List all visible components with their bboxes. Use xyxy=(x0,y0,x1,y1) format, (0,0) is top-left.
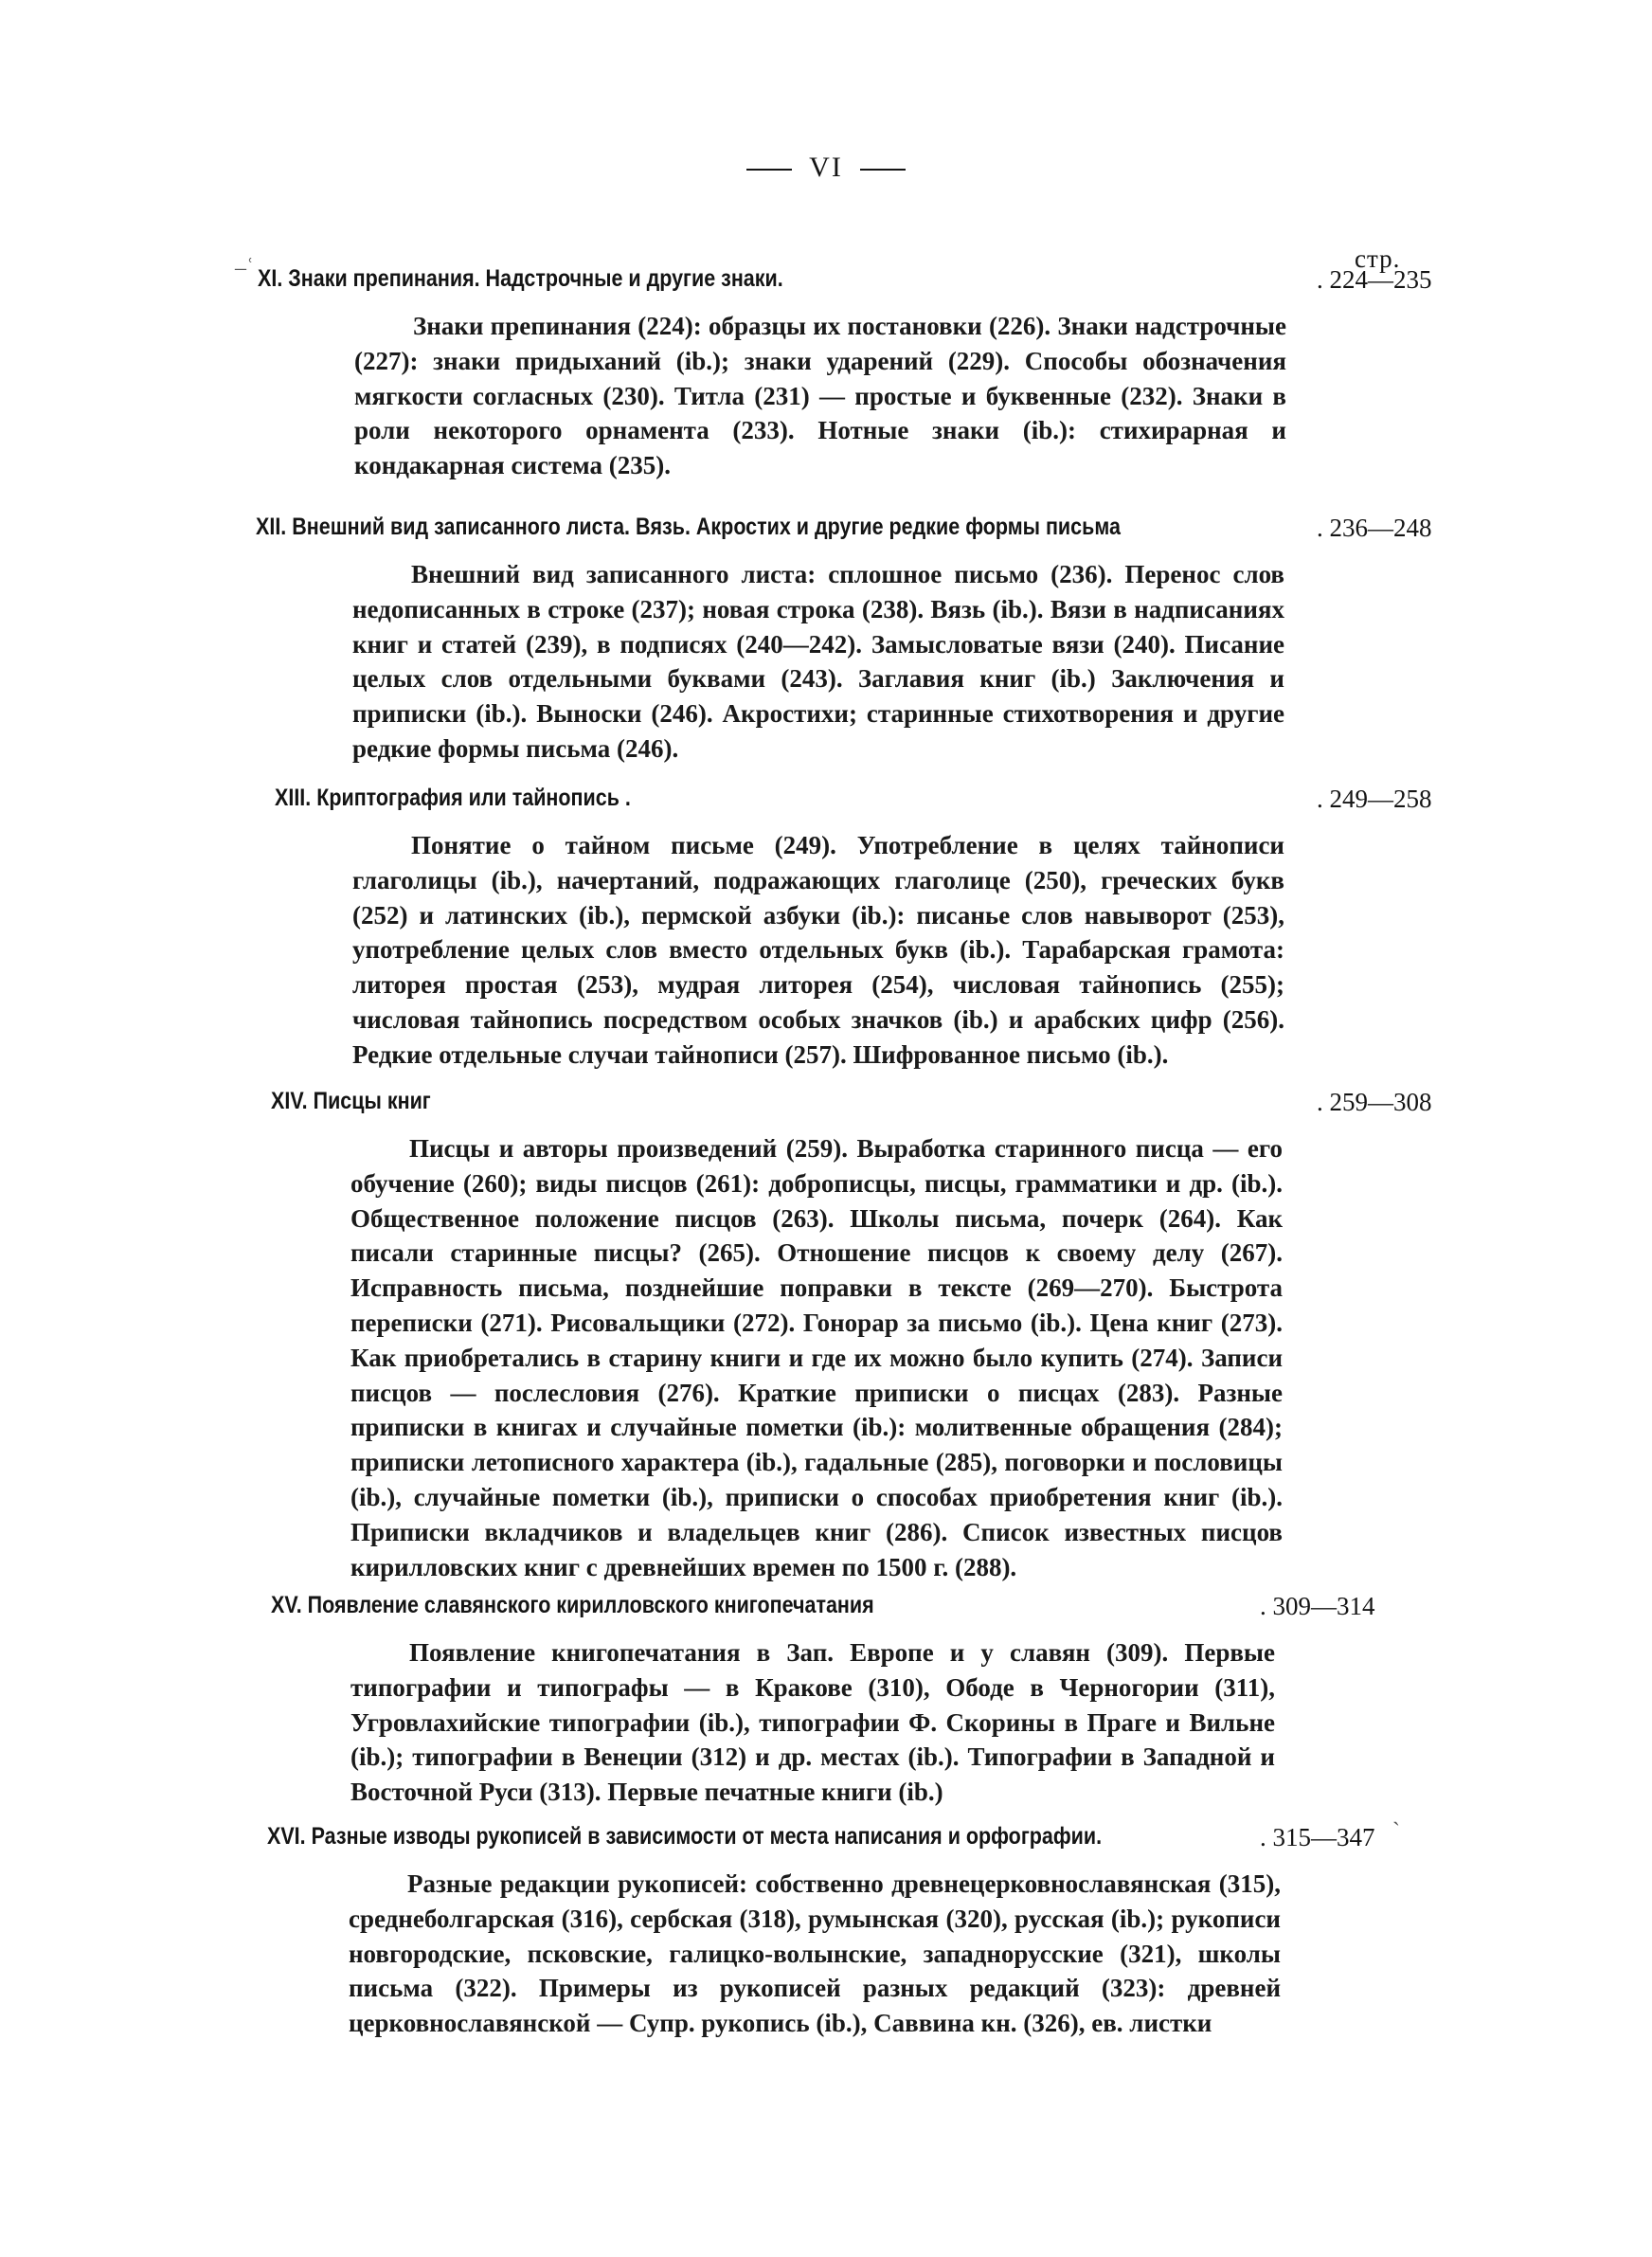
section-heading xyxy=(0,265,1652,303)
section-body: Появление книгопечатания в Зап. Европе и у славян (309). Первые типографии и типографы — в Кракове (310), Ободе в Черногории (311), Угровлахийские типографии (ib.), типографии Ф. Скорины в Праге и Вильне (ib.); типографии в Венеции (312) и др. местах (ib.). Типографии в Западной и Восточной Руси (313). Первые печатные книги (ib.) xyxy=(350,1638,1275,1807)
section-pages: . 249—258 xyxy=(1317,785,1432,813)
header-dash-right xyxy=(860,169,906,171)
section-pages: . 259—308 xyxy=(1317,1088,1432,1116)
toc-section xyxy=(0,1823,1652,2038)
section-body: Внешний вид записанного листа: сплошное письмо (236). Перенос слов недописанных в строке (237); новая строка (238). Вязь (ib.). Вязи в надписаниях книг и статей (239), в подписях (240—242). Замысловатые вязи (240). Писание целых слов отдельными буквами (243). Заглавия книг (ib.) Заключения и приписки (ib.). Выноски (246). Акростихи; старинные стихотворения и другие редкие формы письма (246). xyxy=(352,560,1284,763)
section-heading xyxy=(0,1823,1652,1861)
toc-section xyxy=(0,1088,1652,1581)
section-pages: . 309—314 xyxy=(1260,1592,1375,1620)
toc-section xyxy=(0,1592,1652,1807)
toc-section xyxy=(0,785,1652,1069)
section-body: Знаки препинания (224): образцы их постановки (226). Знаки надстрочные (227): знаки придыханий (ib.); знаки ударений (229). Способы обозначения мягкости согласных (230). Титла (231) — простые и буквенные (232). Знаки в роли некоторого орнамента (233). Нотные знаки (ib.): стихирарная и кондакарная система (235). xyxy=(354,312,1286,480)
section-title: XVI. Разные изводы рукописей в зависимости от места написания и орфографии. xyxy=(267,1823,1103,1850)
section-heading xyxy=(0,1592,1652,1630)
section-title: XV. Появление славянского кирилловского книгопечатания xyxy=(271,1592,874,1618)
page-number: VI xyxy=(809,152,843,183)
section-title: XI. Знаки препинания. Надстрочные и другие знаки. xyxy=(258,265,783,292)
section-heading xyxy=(0,1088,1652,1126)
header-dash-left xyxy=(746,169,792,171)
section-pages: . 236—248 xyxy=(1317,514,1432,542)
section-title: XIII. Криптография или тайнопись . xyxy=(275,785,631,811)
section-body: Писцы и авторы произведений (259). Выработка старинного писца — его обучение (260); виды писцов (261): доброписцы, писцы, грамматики и др. (ib.). Общественное положение писцов (263). Школы письма, почерк (264). Как писали старинные писцы? (265). Отношение писцов к своему делу (267). Исправность письма, позднейшие поправки в тексте (269—270). Быстрота переписки (271). Рисовальщики (272). Гонорар за письмо (ib.). Цена книг (273). Как приобретались в старину книги и где их можно было купить (274). Записи писцов — послесловия (276). Краткие приписки о писцах (283). Разные приписки в книгах и случайные пометки (ib.): молитвенные обращения (284); приписки летописного характера (ib.), гадальные (285), поговорки и пословицы (ib.), случайные пометки (ib.), приписки о способах приобретения книг (ib.). Приписки вкладчиков и владельцев книг (286). Список известных писцов кирилловских книг с древнейших времен по 1500 г. (288). xyxy=(350,1134,1283,1581)
section-title: XII. Внешний вид записанного листа. Вязь. Акростих и другие редкие формы письма xyxy=(256,514,1121,540)
section-heading xyxy=(0,514,1652,551)
section-body: Разные редакции рукописей: собственно древнецерковнославянская (315), среднеболгарская (316), сербская (318), румынская (320), русская (ib.); рукописи новгородские, псковские, галицко-волынские, западнорусские (321), школы письма (322). Примеры из рукописей разных редакций (323): древней церковнославянской — Супр. рукопись (ib.), Саввина кн. (326), ев. листки xyxy=(349,1869,1281,2038)
section-pages: . 224—235 xyxy=(1317,265,1432,294)
section-heading xyxy=(0,785,1652,822)
pages-column-label: стр. xyxy=(1355,244,1401,273)
page-header xyxy=(0,152,1652,184)
margin-mark-icon: –ʿ xyxy=(235,256,254,280)
margin-mark-icon: ˋ xyxy=(1392,1819,1400,1844)
toc-section xyxy=(0,514,1652,763)
section-title: XIV. Писцы книг xyxy=(271,1088,431,1114)
toc-section xyxy=(0,265,1652,480)
section-body: Понятие о тайном письме (249). Употребление в целях тайнописи глаголицы (ib.), начертаний, подражающих глаголице (250), греческих букв (252) и латинских (ib.), пермской азбуки (ib.): писанье слов навыворот (253), употребление целых слов вместо отдельных букв (ib.). Тарабарская грамота: литорея простая (253), мудрая литорея (254), числовая тайнопись (255); числовая тайнопись посредством особых значков (ib.) и арабских цифр (256). Редкие отдельные случаи тайнописи (257). Шифрованное письмо (ib.). xyxy=(352,831,1284,1069)
section-pages: . 315—347 xyxy=(1260,1823,1375,1851)
